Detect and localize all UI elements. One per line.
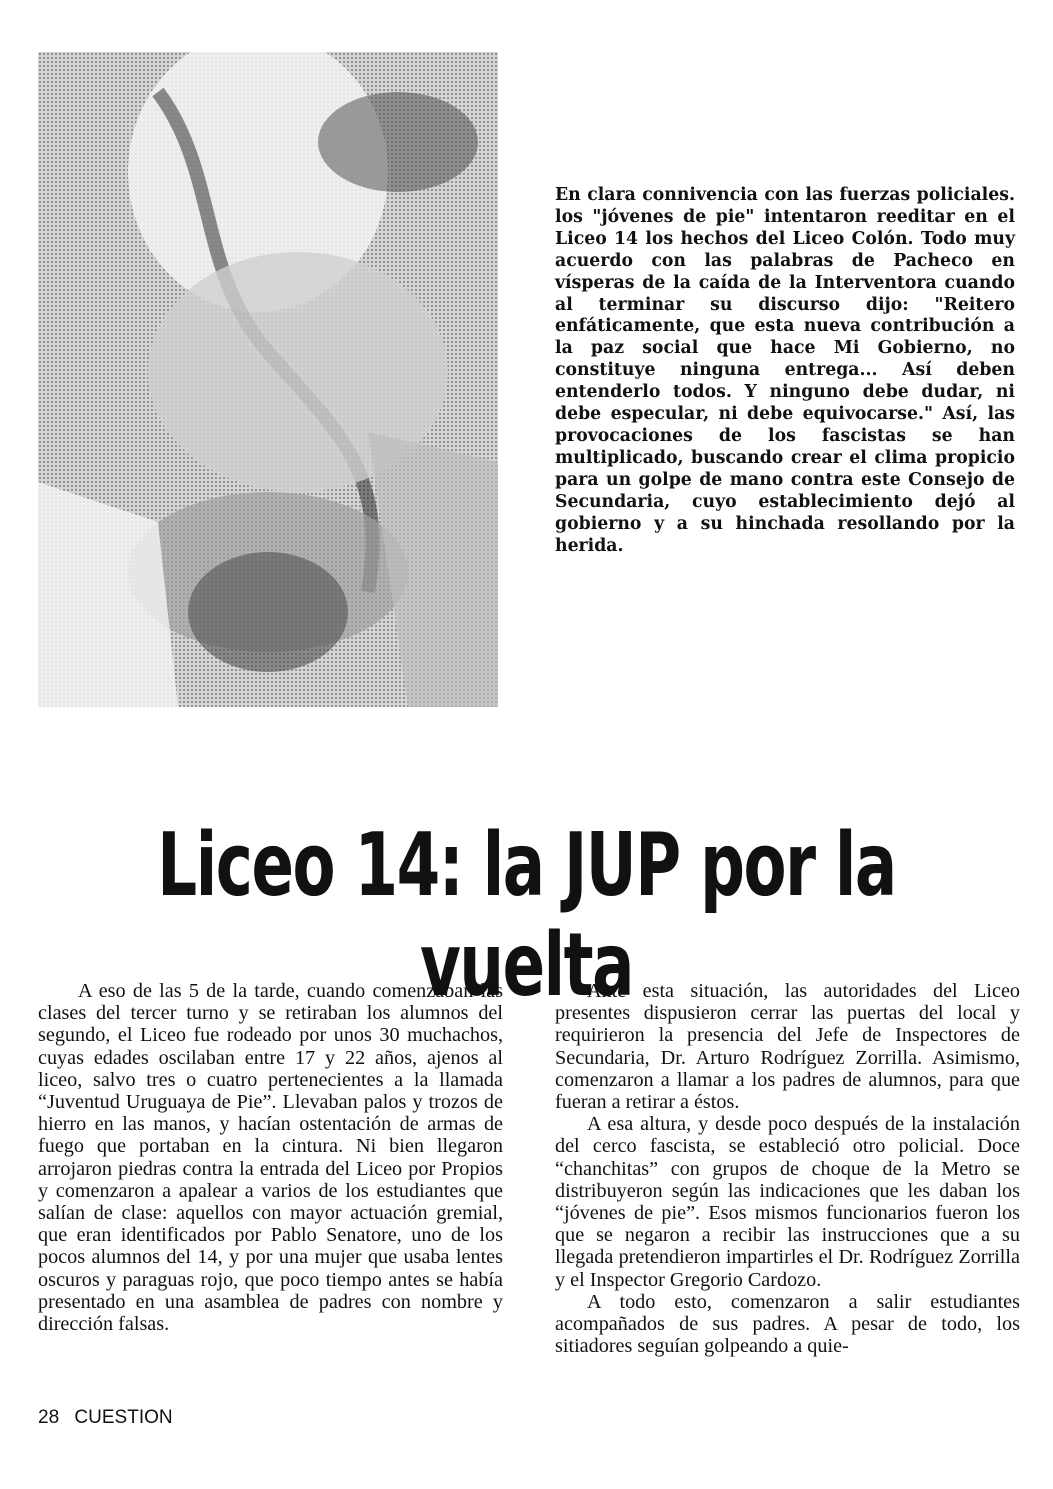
page-number: 28 (38, 1407, 60, 1428)
article-column-right (555, 980, 1020, 1357)
paragraph: A esa altura, y desde poco después de la instalación del cerco fascista, se estableció otro policial. Doce “chanchitas” con grupos de choque de la Metro se distribuyeron según las indicaciones que les daban los “jóvenes de pie”. Esos mismos funcionarios fueron los que se negaron a recibir las instrucciones que a su llegada pretendieron impartirles el Dr. Rodríguez Zorrilla y el Inspector Gregorio Cardozo. (555, 1113, 1020, 1291)
article-column-left (38, 980, 503, 1335)
paragraph: A todo esto, comenzaron a salir estudiantes acompañados de sus padres. A pesar de todo, los sitiadores seguían golpeando a quie- (555, 1290, 1020, 1358)
news-photo (38, 52, 498, 707)
photo-caption: En clara connivencia con las fuerzas policiales. los "jóvenes de pie" intentaron reeditar en el Liceo 14 los hechos del Liceo Colón. Todo muy acuerdo con las palabras de Pacheco en vísperas de la caída de la Interventora cuando al terminar su discurso dijo: "Reitero enfáticamente, que esta nueva contribución a la paz social que hace Mi Gobierno, no constituye ninguna entrega... Así deben entenderlo todos. Y ninguno debe dudar, ni debe especular, ni debe equivocarse." Así, las provocaciones de los fascistas se han multiplicado, buscando crear el clima propicio para un golpe de mano contra este Consejo de Secundaria, cuyo establecimiento dejó al gobierno y a su hinchada resollando por la herida. (555, 185, 1015, 556)
page-footer (38, 1407, 183, 1429)
paragraph: Ante esta situación, las autoridades del Liceo presentes dispusieron cerrar las puertas del local y requirieron la presencia del Jefe de Inspectores de Secundaria, Dr. Arturo Rodríguez Zorrilla. Asimismo, comenzaron a llamar a los padres de alumnos, para que fueran a retirar a éstos. (555, 980, 1020, 1114)
photograph-icon (38, 52, 498, 707)
headline: Liceo 14: la JUP por la vuelta (157, 814, 896, 1016)
paragraph: A eso de las 5 de la tarde, cuando comenzaban las clases del tercer turno y se retiraban los alumnos del segundo, el Liceo fue rodeado por unos 30 muchachos, cuyas edades oscilaban entre 17 y 22 años, ajenos al liceo, salvo tres o cuatro pertenecientes a la llamada “Juventud Uruguaya de Pie”. Llevaban palos y trozos de hierro en las manos, y hacían ostentación de armas de fuego que portaban en la cintura. Ni bien llegaron arrojaron piedras contra la entrada del Liceo por Propios y comenzaron a apalear a varios de los estudiantes que salían de clase: aquellos con mayor actuación gremial, que eran identificados por Pablo Senatore, uno de los pocos alumnos del 14, y por una mujer que usaba lentes oscuros y paraguas rojo, que poco tiempo antes se había presentado en una asamblea de padres con nombre y dirección falsas. (38, 980, 503, 1336)
publication-name: CUESTION (74, 1407, 173, 1428)
